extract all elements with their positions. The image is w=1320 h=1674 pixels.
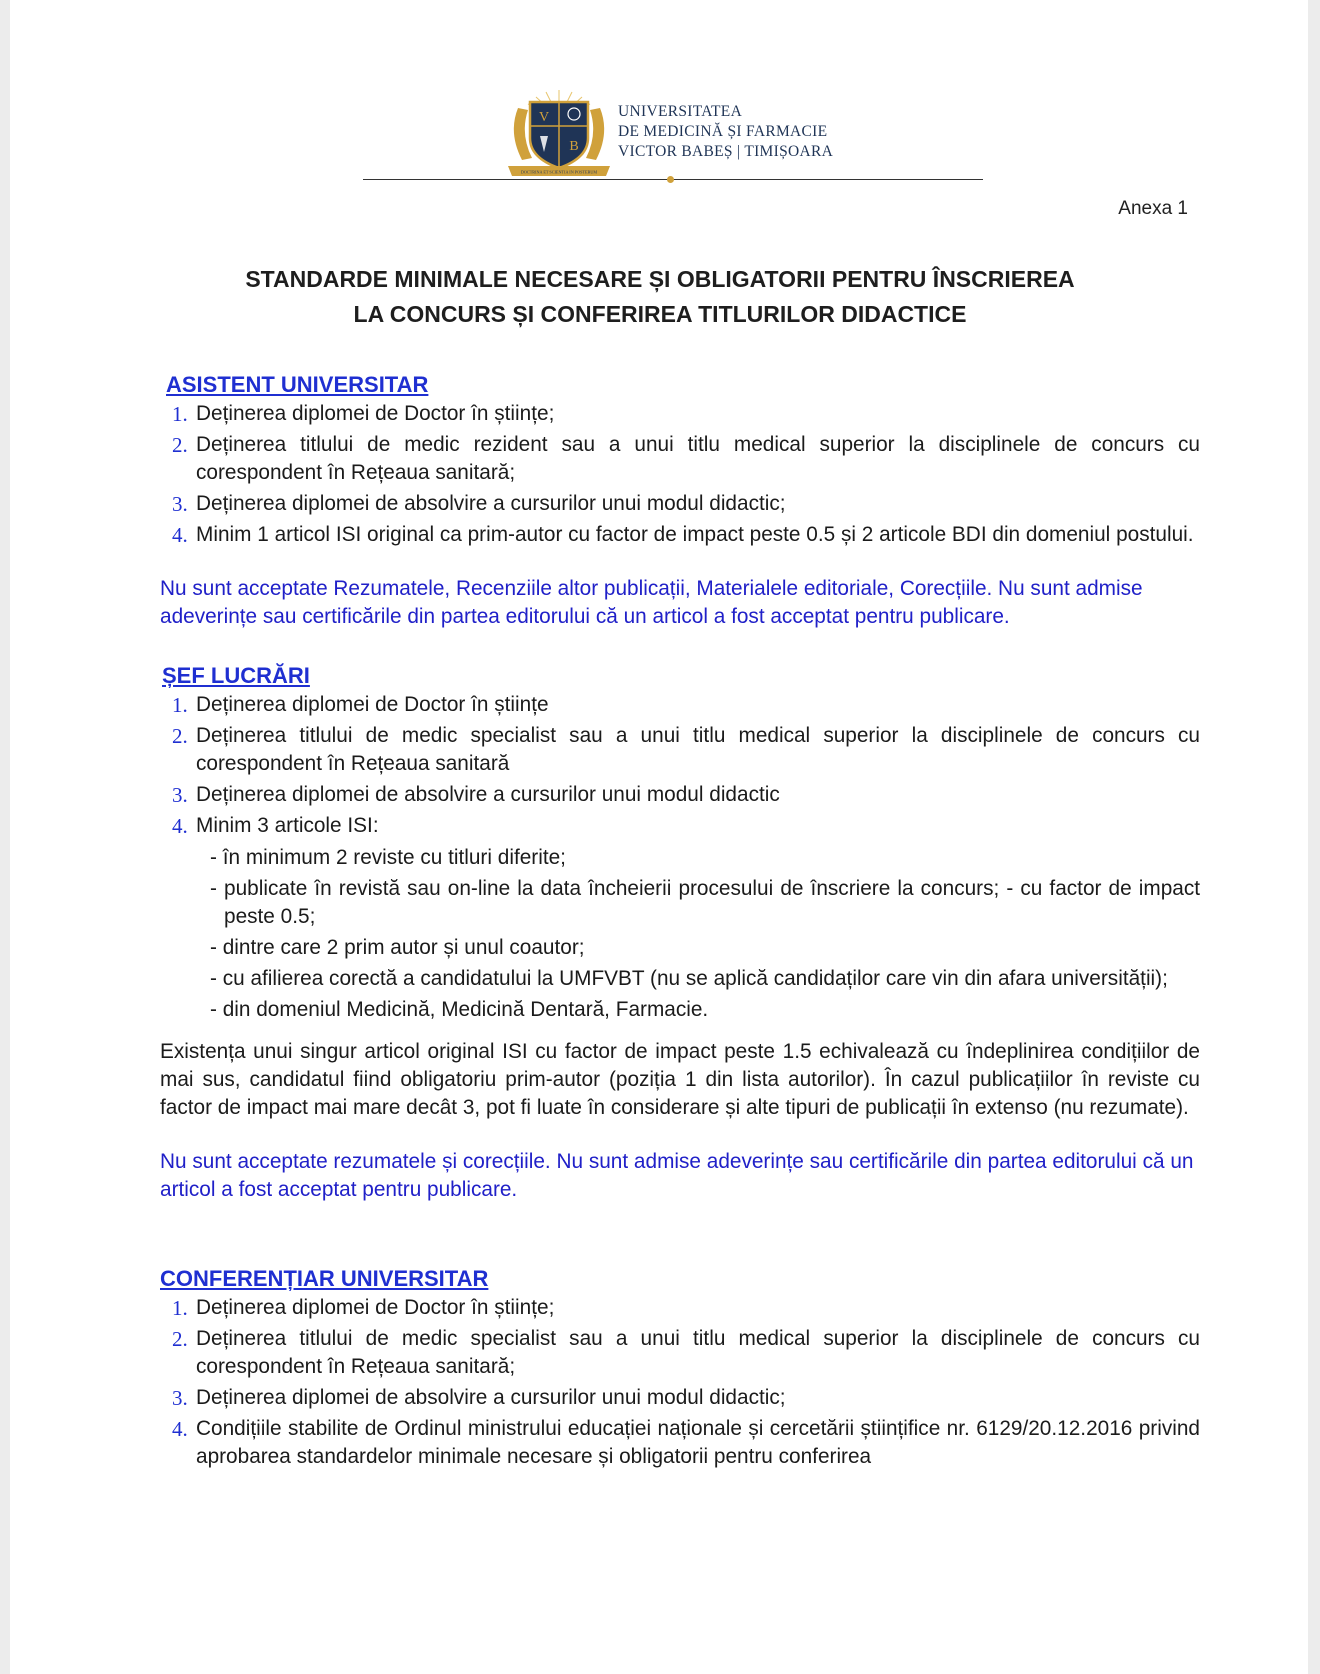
requirements-list-conf — [160, 1294, 1200, 1471]
university-name — [618, 102, 833, 162]
list-item-number: 1. — [172, 402, 188, 426]
list-item-text: Deținerea diplomei de absolvire a cursurilor unui modul didactic; — [196, 1386, 786, 1409]
section-asistent — [160, 370, 1200, 631]
criteria-item: - cu afilierea corectă a candidatului la UMFVBT (nu se aplică candidaților care vin din afara universității); — [210, 967, 1168, 990]
list-item-number: 3. — [172, 492, 188, 516]
list-item-text: Minim 1 articol ISI original ca prim-autor cu factor de impact peste 0.5 și 2 articole BDI din domeniul postului. — [196, 523, 1194, 546]
list-item-number: 4. — [172, 1417, 188, 1441]
list-item — [160, 691, 1200, 719]
list-item-number: 3. — [172, 1386, 188, 1410]
university-name-line3: VICTOR BABEȘ | TIMIȘOARA — [618, 143, 834, 160]
list-item-number: 2. — [172, 1327, 188, 1351]
section-conf — [160, 1264, 1200, 1471]
list-item-text: Deținerea diplomei de Doctor în științe; — [196, 402, 555, 425]
criteria-item: - din domeniul Medicină, Medicină Dentară, Farmacie. — [210, 998, 709, 1021]
list-item-number: 3. — [172, 783, 188, 807]
section-title-conf: CONFERENȚIAR UNIVERSITAR — [160, 1266, 489, 1291]
section-title-sef: ȘEF LUCRĂRI — [162, 663, 310, 688]
list-item — [160, 431, 1200, 487]
list-item-text: Deținerea diplomei de absolvire a cursurilor unui modul didactic — [196, 783, 780, 806]
list-item-number: 4. — [172, 523, 188, 547]
header-divider-dot — [667, 176, 674, 183]
section-sef — [160, 661, 1200, 1204]
letterhead — [10, 80, 1308, 190]
requirements-list-sef — [160, 691, 1200, 1024]
list-item — [160, 781, 1200, 809]
document-title — [0, 262, 1320, 332]
list-item-text: Deținerea diplomei de absolvire a cursurilor unui modul didactic; — [196, 492, 786, 515]
section-title-asistent: ASISTENT UNIVERSITAR — [166, 372, 429, 397]
university-crest-logo — [506, 88, 612, 178]
svg-text:B: B — [569, 139, 579, 154]
university-name-line2: DE MEDICINĂ ȘI FARMACIE — [618, 123, 828, 140]
document-page — [10, 0, 1308, 1674]
criteria-item: - dintre care 2 prim autor și unul coautor; — [210, 936, 585, 959]
list-item — [160, 400, 1200, 428]
list-item — [160, 1415, 1200, 1471]
list-item — [160, 490, 1200, 518]
list-item-text: Condițiile stabilite de Ordinul ministrului educației naționale și cercetării științifice nr. 6129/20.12.2016 privind aprobarea standardelor minimale necesare și obligatorii pentru conferirea — [196, 1417, 1200, 1468]
document-body — [160, 370, 1200, 1474]
svg-text:V: V — [538, 110, 550, 125]
list-item-text: Minim 3 articole ISI: — [196, 814, 379, 837]
list-item-text: Deținerea diplomei de Doctor în științe; — [196, 1296, 555, 1319]
criteria-item: - în minimum 2 reviste cu titluri diferite; — [210, 846, 566, 869]
list-item-number: 2. — [172, 724, 188, 748]
list-item — [160, 1325, 1200, 1381]
equivalence-paragraph: Existența unui singur articol original ISI cu factor de impact peste 1.5 echivalează cu îndeplinirea condițiilor de mai sus, candidatul fiind obligatoriu prim-autor (poziția 1 din lista autorilor). În cazul publicațiilor în reviste cu factor de impact mai mare decât 3, pot fi luate în considerare și alte tipuri de publicații în extenso (nu rezumate). — [160, 1040, 1200, 1119]
isi-criteria-list — [196, 844, 1200, 1024]
list-item-number: 4. — [172, 814, 188, 838]
list-item — [160, 722, 1200, 778]
list-item — [160, 1294, 1200, 1322]
list-item-text: Deținerea titlului de medic specialist sau a unui titlu medical superior la disciplinele de concurs cu corespondent în Rețeaua sanitară — [196, 724, 1200, 775]
document-title-line2: LA CONCURS ȘI CONFERIREA TITLURILOR DIDACTICE — [353, 301, 967, 327]
list-item-text: Deținerea titlului de medic specialist sau a unui titlu medical superior la disciplinele de concurs cu corespondent în Rețeaua sanitară; — [196, 1327, 1200, 1378]
document-title-line1: STANDARDE MINIMALE NECESARE ȘI OBLIGATORII PENTRU ÎNSCRIEREA — [245, 266, 1075, 292]
svg-text:DOCTRINA ET SCIENTIA IN POSTER: DOCTRINA ET SCIENTIA IN POSTERUM — [520, 169, 598, 175]
annex-label: Anexa 1 — [1118, 198, 1188, 219]
criteria-item: - publicate în revistă sau on-line la data încheierii procesului de înscriere la concurs; - cu factor de impact peste 0.5; — [210, 877, 1200, 928]
requirements-list-asistent — [160, 400, 1200, 549]
list-item — [160, 1384, 1200, 1412]
list-item-text: Deținerea titlului de medic rezident sau a unui titlu medical superior la disciplinele de concurs cu corespondent în Rețeaua sanitară; — [196, 433, 1200, 484]
university-name-line1: UNIVERSITATEA — [618, 103, 743, 120]
section-note-asistent: Nu sunt acceptate Rezumatele, Recenziile altor publicații, Materialele editoriale, Corecțiile. Nu sunt admise adeverințe sau certificările din partea editorului că un articol a fost acceptat pentru publicare. — [160, 577, 1143, 628]
list-item — [160, 521, 1200, 549]
list-item-text: Deținerea diplomei de Doctor în științe — [196, 693, 549, 716]
list-item-number: 1. — [172, 1296, 188, 1320]
section-note-sef: Nu sunt acceptate rezumatele și corecțiile. Nu sunt admise adeverințe sau certificările din partea editorului că un articol a fost acceptat pentru publicare. — [160, 1150, 1194, 1201]
list-item-number: 1. — [172, 693, 188, 717]
list-item — [160, 812, 1200, 1024]
list-item-number: 2. — [172, 433, 188, 457]
